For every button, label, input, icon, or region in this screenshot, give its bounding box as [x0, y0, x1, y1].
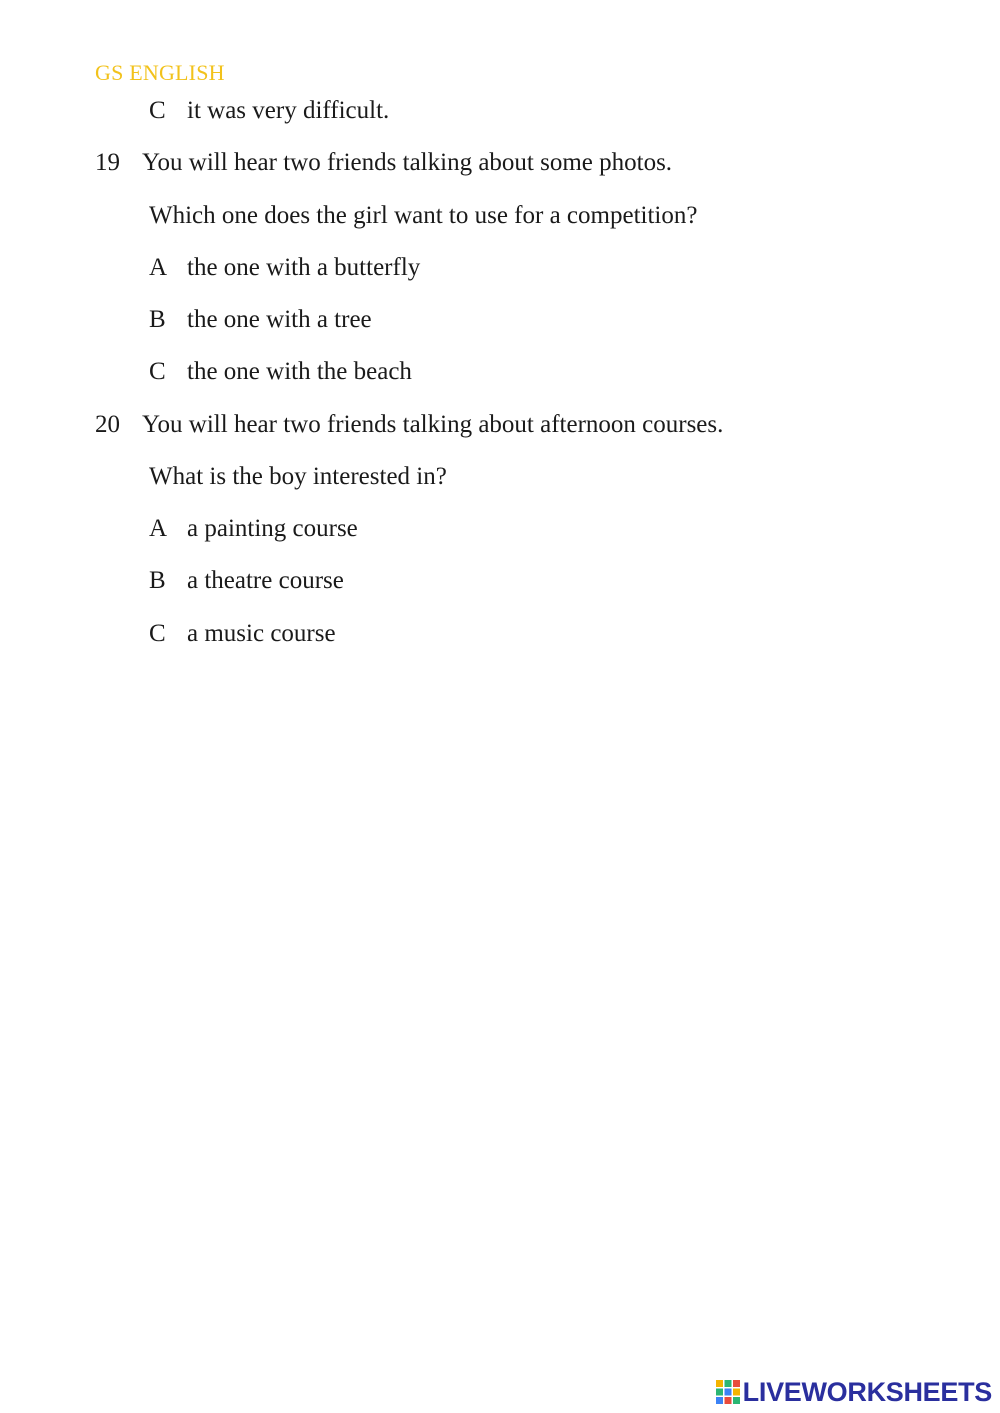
question-20-option-a[interactable]	[149, 514, 358, 544]
question-20-prompt	[95, 410, 723, 440]
liveworksheets-watermark	[716, 1377, 992, 1407]
option-text: the one with the beach	[187, 358, 412, 385]
option-letter: A	[149, 515, 168, 542]
option-text: it was very difficult.	[187, 97, 390, 124]
question-20-option-b[interactable]	[149, 566, 344, 596]
option-letter: B	[149, 567, 166, 594]
question-number: 20	[95, 411, 120, 438]
option-letter: C	[149, 620, 166, 647]
question-20-text: What is the boy interested in?	[149, 463, 447, 490]
option-text: the one with a butterfly	[187, 254, 421, 281]
option-text: a theatre course	[187, 567, 344, 594]
option-carryover-c	[149, 96, 389, 126]
question-prompt: You will hear two friends talking about afternoon courses.	[142, 411, 724, 438]
question-19-option-c[interactable]	[149, 357, 412, 387]
question-19-option-b[interactable]	[149, 305, 372, 335]
page-header: GS ENGLISH	[95, 60, 225, 85]
option-letter: C	[149, 358, 166, 385]
question-20-option-c[interactable]	[149, 619, 336, 649]
option-text: a painting course	[187, 515, 358, 542]
question-19-text: Which one does the girl want to use for a competition?	[149, 202, 698, 229]
option-letter: B	[149, 306, 166, 333]
question-19-option-a[interactable]	[149, 253, 420, 283]
watermark-text: LIVEWORKSHEETS	[742, 1376, 992, 1407]
question-19-prompt	[95, 148, 672, 178]
liveworksheets-logo-icon	[716, 1380, 740, 1404]
option-text: the one with a tree	[187, 306, 372, 333]
option-text: a music course	[187, 620, 336, 647]
question-prompt: You will hear two friends talking about some photos.	[142, 149, 673, 176]
question-number: 19	[95, 149, 120, 176]
option-letter: C	[149, 97, 166, 124]
option-letter: A	[149, 254, 168, 281]
